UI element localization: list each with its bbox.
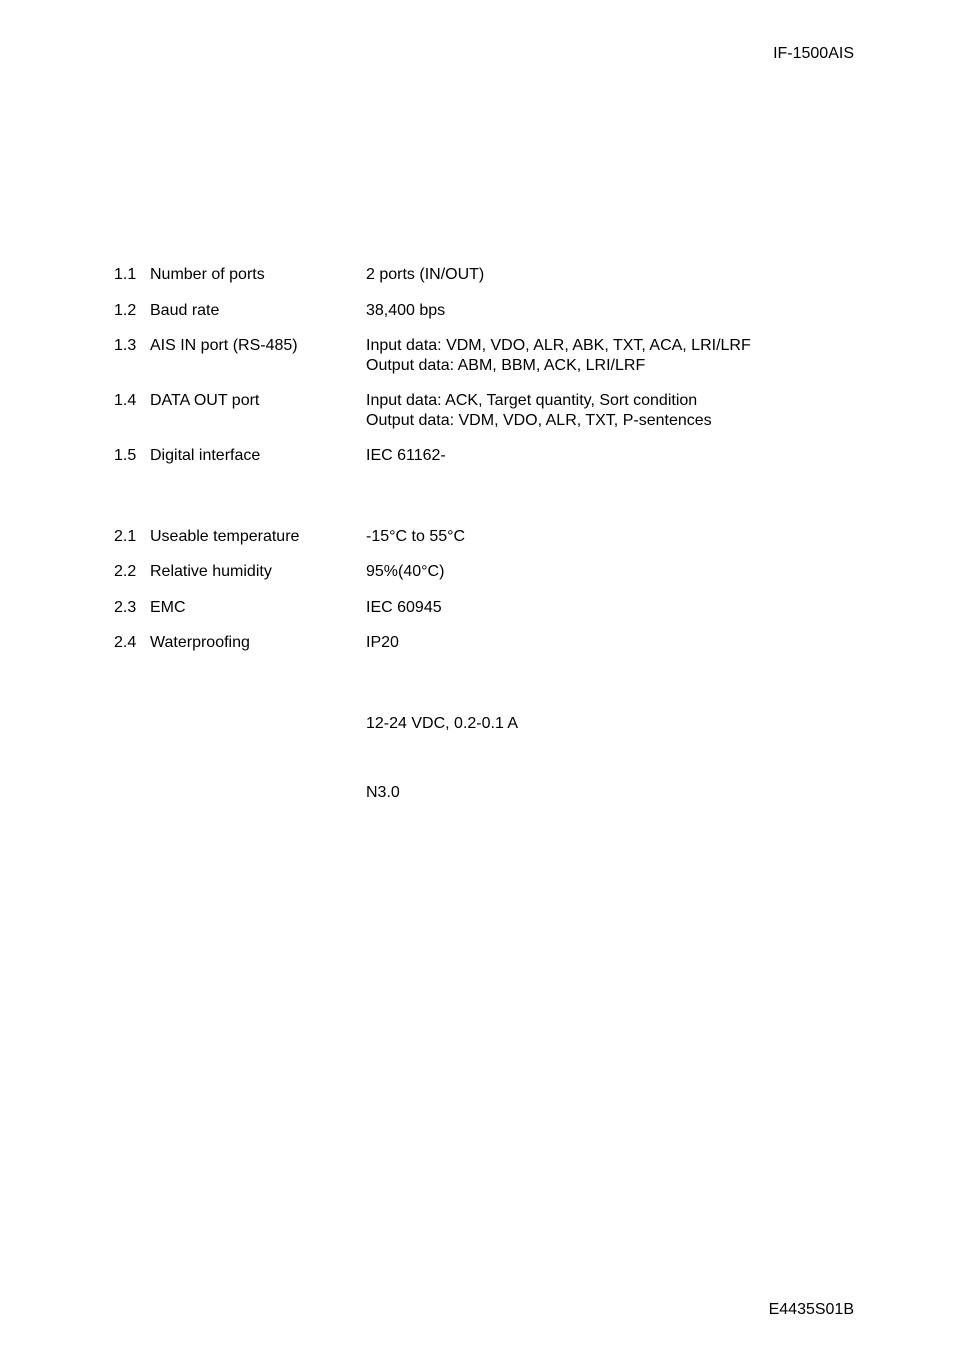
document-code-header: IF-1500AIS [773, 45, 854, 62]
spec-value-line: Input data: ACK, Target quantity, Sort condition [366, 392, 698, 409]
spec-value-line: IEC 61162- [366, 447, 446, 464]
spec-value [366, 633, 399, 653]
power-supply-value: 12-24 VDC, 0.2-0.1 A [366, 715, 519, 732]
spec-value-line: IEC 60945 [366, 599, 442, 616]
spec-label: Baud rate [150, 302, 220, 319]
spec-value-line: Output data: VDM, VDO, ALR, TXT, P-sentences [366, 412, 712, 429]
spec-label: Waterproofing [150, 634, 250, 651]
spec-number: 2.2 [114, 563, 137, 580]
spec-number: 1.5 [114, 447, 137, 464]
spec-value-line: Input data: VDM, VDO, ALR, ABK, TXT, ACA, LRI/LRF [366, 337, 751, 354]
spec-label: EMC [150, 599, 186, 616]
spec-value [366, 301, 445, 321]
spec-value [366, 598, 442, 618]
spec-value [366, 336, 751, 376]
coating-color-value: N3.0 [366, 784, 400, 801]
spec-value [366, 391, 712, 431]
spec-value [366, 562, 444, 582]
spec-label: DATA OUT port [150, 392, 260, 409]
spec-value-line: 38,400 bps [366, 302, 446, 319]
spec-number: 1.2 [114, 302, 137, 319]
spec-value-line: -15°C to 55°C [366, 528, 466, 545]
spec-label: Useable temperature [150, 528, 300, 545]
spec-number: 1.4 [114, 392, 137, 409]
spec-number: 2.1 [114, 528, 137, 545]
spec-value [366, 265, 484, 285]
spec-label: Relative humidity [150, 563, 272, 580]
spec-number: 1.1 [114, 266, 137, 283]
spec-value-line: Output data: ABM, BBM, ACK, LRI/LRF [366, 357, 646, 374]
spec-label: Digital interface [150, 447, 261, 464]
spec-label: AIS IN port (RS-485) [150, 337, 298, 354]
spec-value [366, 527, 465, 547]
spec-label: Number of ports [150, 266, 265, 283]
spec-value-line: 95%(40°C) [366, 563, 445, 580]
spec-number: 2.3 [114, 599, 137, 616]
spec-number: 1.3 [114, 337, 137, 354]
document-code-footer: E4435S01B [768, 1301, 854, 1318]
spec-number: 2.4 [114, 634, 137, 651]
spec-value-line: 2 ports (IN/OUT) [366, 266, 485, 283]
spec-value [366, 446, 446, 466]
spec-value-line: IP20 [366, 634, 399, 651]
